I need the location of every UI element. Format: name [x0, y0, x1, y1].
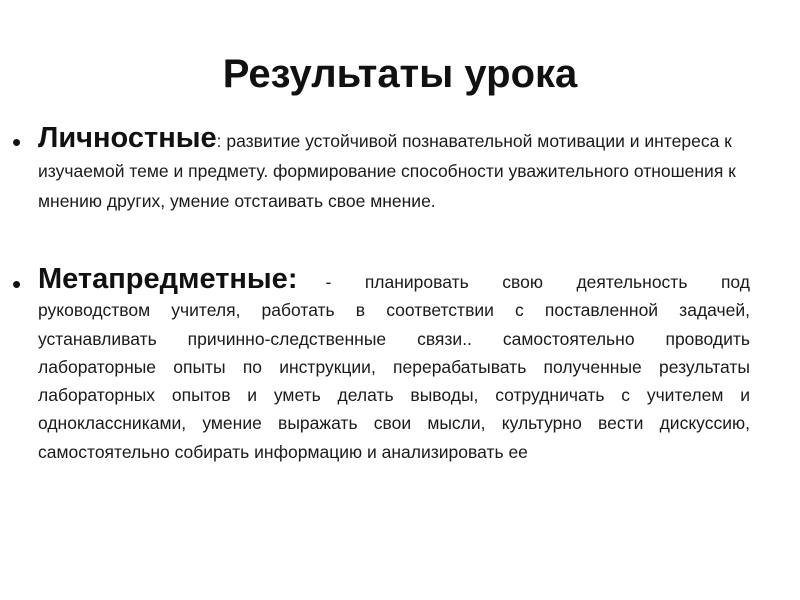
metasubject-results-text: - планировать свою деятельность под руководством учителя, работать в соответствии с поставленной задачей, устанавливать причинно-следственные связи.. самостоятельно проводить лабораторные опыты по инструкции, перерабатывать полученные результаты лабораторных опытов и уметь делать выводы, сотрудничать с учителем и одноклассниками, умение выражать свои мысли, культурно вести дискуссию, самостоятельно собирать информацию и анализировать ее [38, 272, 750, 462]
bullet-marker: • [12, 127, 22, 157]
bullet-marker: • [12, 269, 22, 299]
personal-results-text: : развитие устойчивой познавательной мотивации и интереса к изучаемой теме и предмету. формирование способности уважительного отношения к мнению других, умение отстаивать свое мнение. [38, 131, 736, 211]
personal-results-heading: Личностные [38, 122, 217, 154]
metasubject-results-item [38, 263, 750, 467]
slide-title: Результаты урока [222, 52, 578, 96]
metasubject-results-heading: Метапредметные: [38, 263, 298, 295]
personal-results-item [38, 124, 750, 217]
